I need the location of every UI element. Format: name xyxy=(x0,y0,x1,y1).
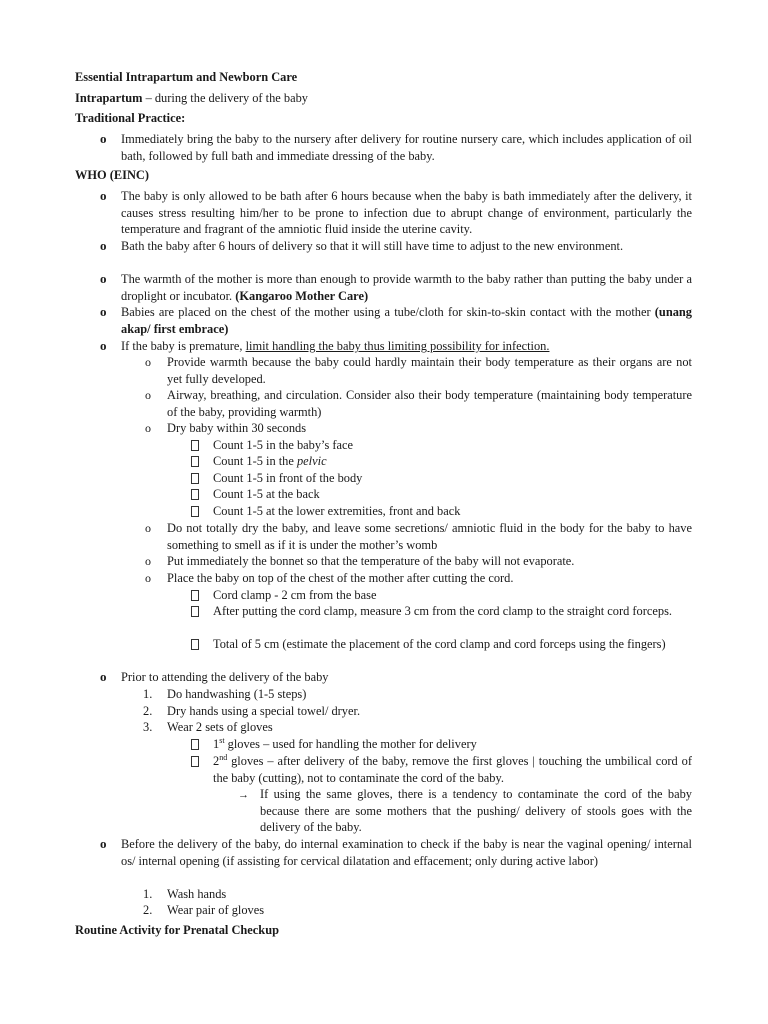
sub-bullet-icon: o xyxy=(145,521,151,535)
checkbox-icon xyxy=(191,739,199,750)
sub-item-place-baby: Place the baby on top of the chest of the mother after cutting the cord. xyxy=(167,571,514,585)
cord-step-total: Total of 5 cm (estimate the placement of the cord clamp and cord forceps using the fingers) xyxy=(213,637,666,651)
who-heading: WHO (EINC) xyxy=(75,168,149,182)
who-item-prior: Prior to attending the delivery of the baby xyxy=(121,670,329,684)
glove-first-num: 1 xyxy=(213,737,220,751)
list-number: 1. xyxy=(143,687,153,701)
glove-second xyxy=(213,753,692,786)
who-item-premature xyxy=(121,338,549,355)
list-number: 2. xyxy=(143,903,153,917)
kangaroo-care: (Kangaroo Mother Care) xyxy=(235,288,369,303)
before-step-wash: Wash hands xyxy=(167,887,227,901)
checkbox-icon xyxy=(191,606,199,617)
bullet-icon: o xyxy=(100,836,107,851)
glove-first xyxy=(213,736,477,753)
glove-first-text: gloves – used for handling the mother for delivery xyxy=(224,737,477,751)
warmth-text: The warmth of the mother is more than enough to provide warmth to the baby rather than putting the baby under a droplight or incubator. xyxy=(121,272,692,303)
arrow-right-icon: → xyxy=(238,789,249,801)
dry-step-pelvic xyxy=(213,453,327,470)
who-item-internal-exam: Before the delivery of the baby, do internal examination to check if the baby is near the vaginal opening/ internal os/ internal opening (if assisting for cervical dilatation and effacement; only during active labor) xyxy=(121,837,692,868)
sub-bullet-icon: o xyxy=(145,355,151,369)
checkbox-icon xyxy=(191,506,199,517)
checkbox-icon xyxy=(191,756,199,767)
cord-step-measure: After putting the cord clamp, measure 3 cm from the cord clamp to the straight cord forceps. xyxy=(213,604,672,618)
sub-item-provide-warmth: Provide warmth because the baby could hardly maintain their body temperature as their organs are not yet fully developed. xyxy=(167,355,692,386)
traditional-item: Immediately bring the baby to the nursery after delivery for routine nursery care, which includes application of oil bath, followed by full bath and immediate dressing of the baby. xyxy=(121,132,692,163)
document-title: Essential Intrapartum and Newborn Care xyxy=(75,70,298,84)
glove-warning: If using the same gloves, there is a tendency to contaminate the cord of the baby because there are some mothers that the pushing/ delivery of stools goes with the delivery of the baby. xyxy=(260,787,692,834)
premature-underline: limit handling the baby thus limiting possibility for infection. xyxy=(245,339,550,353)
intrapartum-term: Intrapartum xyxy=(75,91,143,105)
checkbox-icon xyxy=(191,639,199,650)
skin-contact-text: Babies are placed on the chest of the mother using a tube/cloth for skin-to-skin contact with the mother xyxy=(121,305,655,319)
glove-second-text: gloves – after delivery of the baby, remove the first gloves | touching the umbilical cord of the baby (cutting), not to contaminate the cord of the baby. xyxy=(213,754,692,785)
bullet-icon: o xyxy=(100,338,107,353)
intrapartum-definition xyxy=(75,90,308,107)
prior-step-gloves: Wear 2 sets of gloves xyxy=(167,720,273,734)
sub-item-dry-baby: Dry baby within 30 seconds xyxy=(167,421,307,435)
sub-bullet-icon: o xyxy=(145,388,151,402)
checkbox-icon xyxy=(191,456,199,467)
bullet-icon: o xyxy=(100,131,107,146)
routine-heading: Routine Activity for Prenatal Checkup xyxy=(75,923,279,937)
premature-text: If the baby is premature, xyxy=(121,339,246,353)
cord-step-clamp: Cord clamp - 2 cm from the base xyxy=(213,588,377,602)
dry-step-face: Count 1-5 in the baby’s face xyxy=(213,438,354,452)
who-item-bath-after: Bath the baby after 6 hours of delivery so that it will still have time to adjust to the new environment. xyxy=(121,239,624,253)
list-number: 2. xyxy=(143,704,153,718)
list-number: 1. xyxy=(143,887,153,901)
checkbox-icon xyxy=(191,590,199,601)
checkbox-icon xyxy=(191,473,199,484)
pelvic-text: Count 1-5 in the xyxy=(213,454,297,468)
bullet-icon: o xyxy=(100,188,107,203)
first-embrace: (unang akap/ first embrace) xyxy=(121,305,692,336)
sub-bullet-icon: o xyxy=(145,571,151,585)
list-number: 3. xyxy=(143,720,153,734)
sub-item-abc: Airway, breathing, and circulation. Consider also their body temperature (maintaining body temperature of the baby, providing warmth) xyxy=(167,388,692,419)
sub-item-secretions: Do not totally dry the baby, and leave some secretions/ amniotic fluid in the body for the baby to have something to smell as if it is under the mother’s womb xyxy=(167,521,692,552)
glove-first-sup: st xyxy=(219,735,225,745)
who-item-bath-6-hours: The baby is only allowed to be bath after 6 hours because when the baby is bath immediately after the delivery, it causes stress resulting him/her to be prone to infection due to abrupt change of environment, particularly the temperature and fragrant of the amniotic fluid inside the uterine cavity. xyxy=(121,189,692,236)
sub-item-bonnet: Put immediately the bonnet so that the temperature of the baby will not evaporate. xyxy=(167,554,575,568)
glove-second-num: 2 xyxy=(213,754,220,768)
glove-second-sup: nd xyxy=(219,752,228,762)
sub-bullet-icon: o xyxy=(145,421,151,435)
checkbox-icon xyxy=(191,489,199,500)
who-item-warmth xyxy=(121,271,692,304)
bullet-icon: o xyxy=(100,304,107,319)
checkbox-icon xyxy=(191,440,199,451)
prior-step-handwashing: Do handwashing (1-5 steps) xyxy=(167,687,307,701)
prior-step-dry-hands: Dry hands using a special towel/ dryer. xyxy=(167,704,361,718)
bullet-icon: o xyxy=(100,669,107,684)
sub-bullet-icon: o xyxy=(145,554,151,568)
who-item-skin-contact xyxy=(121,304,692,337)
intrapartum-def: – during the delivery of the baby xyxy=(142,91,308,105)
dry-step-back: Count 1-5 at the back xyxy=(213,487,320,501)
traditional-heading: Traditional Practice: xyxy=(75,111,186,125)
bullet-icon: o xyxy=(100,271,107,286)
before-step-gloves: Wear pair of gloves xyxy=(167,903,265,917)
pelvic-italic: pelvic xyxy=(296,454,327,468)
bullet-icon: o xyxy=(100,238,107,253)
dry-step-lower: Count 1-5 at the lower extremities, front and back xyxy=(213,504,461,518)
dry-step-front: Count 1-5 in front of the body xyxy=(213,471,363,485)
